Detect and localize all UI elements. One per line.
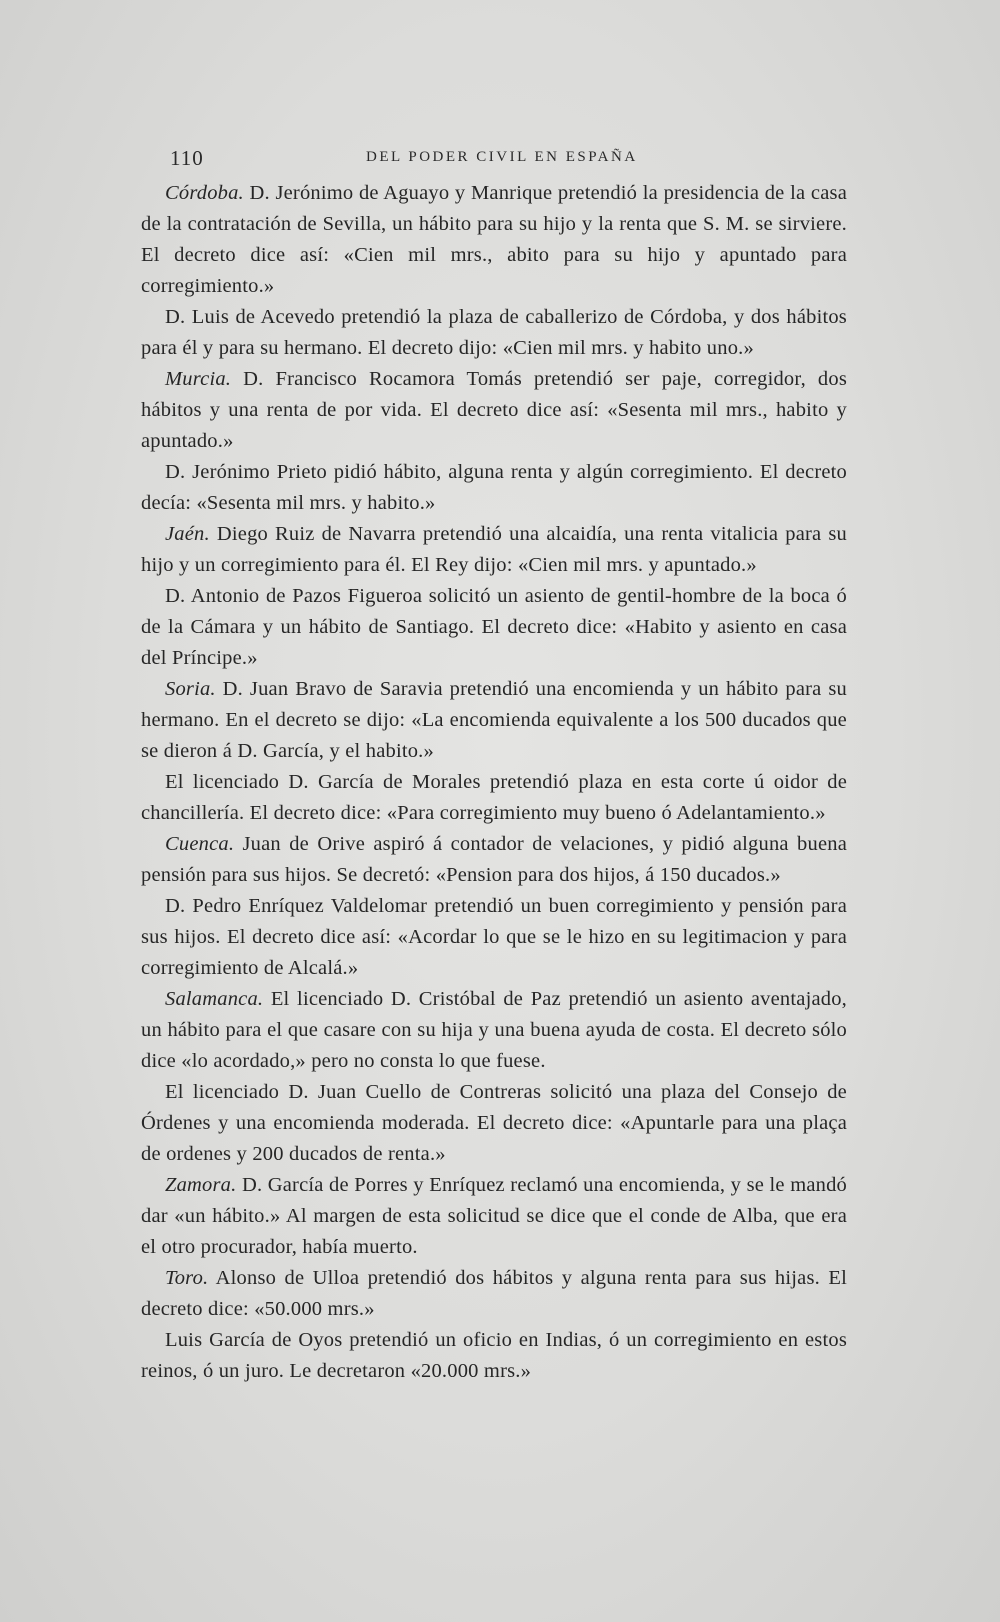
paragraph-text: D. Juan Bravo de Saravia pretendió una encomienda y un hábito para su hermano. En el decreto se dijo: «La encomienda equivalente a los 500 ducados que se dieron á D. García, y el habito.»: [141, 678, 847, 762]
paragraph-text: D. Francisco Rocamora Tomás pretendió ser paje, corregidor, dos hábitos y una renta de por vida. El decreto dice así: «Sesenta mil mrs., habito y apuntado.»: [141, 368, 847, 452]
city-heading: Cuenca.: [165, 833, 235, 855]
paragraph: [141, 581, 847, 674]
paragraph-text: Luis García de Oyos pretendió un oficio en Indias, ó un corregimiento en estos reinos, ó un juro. Le decretaron «20.000 mrs.»: [141, 1329, 847, 1382]
city-heading: Salamanca.: [165, 988, 264, 1010]
paragraph-text: D. Jerónimo de Aguayo y Manrique pretendió la presidencia de la casa de la contratación de Sevilla, un hábito para su hijo y la renta que S. M. se sirviere. El decreto dice así: «Cien mil mrs., abito para su hijo y apuntado para corregimiento.»: [141, 182, 847, 297]
paragraph-text: El licenciado D. Juan Cuello de Contreras solicitó una plaza del Consejo de Órdenes y una encomienda moderada. El decreto dice: «Apuntarle para una plaça de ordenes y 200 ducados de renta.»: [141, 1081, 847, 1165]
city-heading: Córdoba.: [165, 182, 244, 204]
paragraph: [141, 1325, 847, 1387]
paragraph: [141, 674, 847, 767]
paragraph: [141, 178, 847, 302]
paragraph-text: Diego Ruiz de Navarra pretendió una alcaidía, una renta vitalicia para su hijo y un corregimiento para él. El Rey dijo: «Cien mil mrs. y apuntado.»: [141, 523, 847, 576]
paragraph-text: D. Pedro Enríquez Valdelomar pretendió un buen corregimiento y pensión para sus hijos. El decreto dice así: «Acordar lo que se le hizo en su legitimacion y para corregimiento de Alcalá.»: [141, 895, 847, 979]
running-head: DEL PODER CIVIL EN ESPAÑA: [366, 149, 638, 165]
paragraph-text: D. Antonio de Pazos Figueroa solicitó un asiento de gentil-hombre de la boca ó de la Cámara y un hábito de Santiago. El decreto dice: «Habito y asiento en casa del Príncipe.»: [141, 585, 847, 669]
paragraph-text: El licenciado D. Cristóbal de Paz pretendió un asiento aventajado, un hábito para el que casare con su hija y una buena ayuda de costa. El decreto sólo dice «lo acordado,» pero no consta lo que fuese.: [141, 988, 847, 1072]
paragraph: [141, 302, 847, 364]
paragraph: [141, 767, 847, 829]
paragraph: [141, 519, 847, 581]
body-text: [141, 178, 847, 1387]
page-header: [170, 146, 650, 170]
paragraph: [141, 891, 847, 984]
paragraph: [141, 457, 847, 519]
paragraph-text: Alonso de Ulloa pretendió dos hábitos y alguna renta para sus hijas. El decreto dice: «50.000 mrs.»: [141, 1267, 847, 1320]
city-heading: Soria.: [165, 678, 216, 700]
paragraph: [141, 984, 847, 1077]
paragraph-text: D. Luis de Acevedo pretendió la plaza de caballerizo de Córdoba, y dos hábitos para él y para su hermano. El decreto dijo: «Cien mil mrs. y habito uno.»: [141, 306, 847, 359]
city-heading: Zamora.: [165, 1174, 237, 1196]
paragraph: [141, 1077, 847, 1170]
city-heading: Toro.: [165, 1267, 209, 1289]
paragraph-text: D. García de Porres y Enríquez reclamó una encomienda, y se le mandó dar «un hábito.» Al margen de esta solicitud se dice que el conde de Alba, que era el otro procurador, había muerto.: [141, 1174, 847, 1258]
paragraph: [141, 1170, 847, 1263]
paragraph-text: El licenciado D. García de Morales pretendió plaza en esta corte ú oidor de chancillería. El decreto dice: «Para corregimiento muy bueno ó Adelantamiento.»: [141, 771, 847, 824]
paragraph-text: D. Jerónimo Prieto pidió hábito, alguna renta y algún corregimiento. El decreto decía: «Sesenta mil mrs. y habito.»: [141, 461, 847, 514]
paragraph: [141, 364, 847, 457]
city-heading: Jaén.: [165, 523, 210, 545]
paragraph-text: Juan de Orive aspiró á contador de velaciones, y pidió alguna buena pensión para sus hijos. Se decretó: «Pension para dos hijos, á 150 ducados.»: [141, 833, 847, 886]
paragraph: [141, 1263, 847, 1325]
page-number: 110: [170, 146, 204, 170]
city-heading: Murcia.: [165, 368, 232, 390]
paragraph: [141, 829, 847, 891]
